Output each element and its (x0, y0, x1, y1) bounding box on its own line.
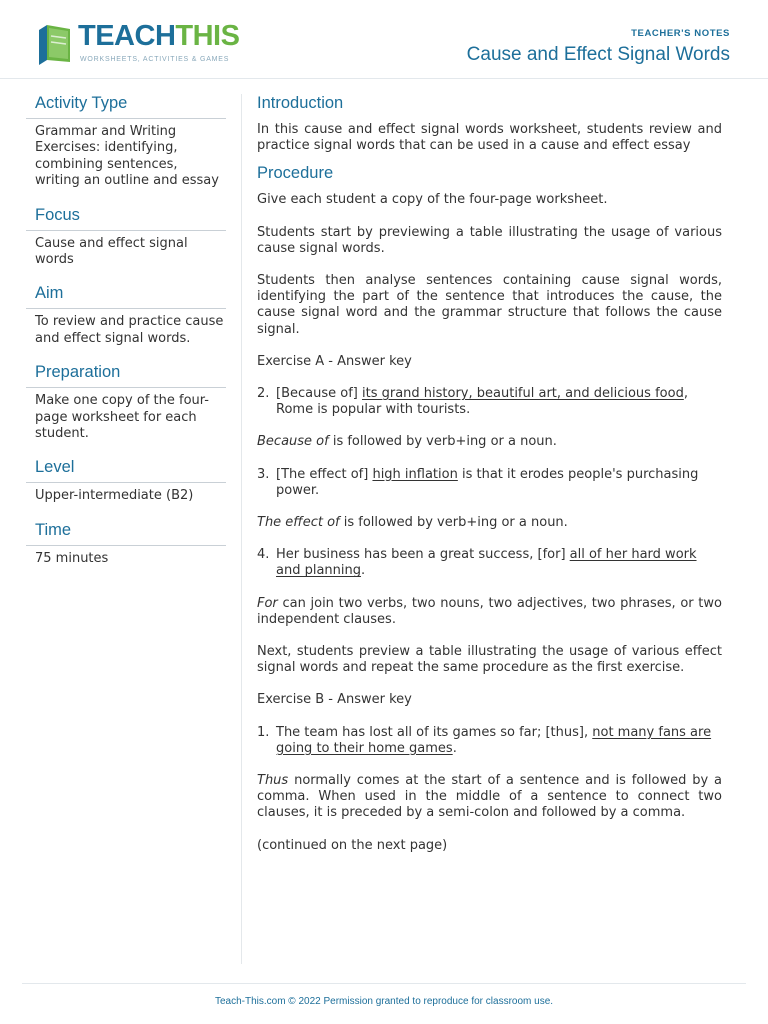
aim-heading: Aim (26, 284, 226, 309)
footer-copyright: Teach-This.com © 2022 Permission granted to reproduce for classroom use. (214, 996, 554, 1007)
page-footer (22, 983, 746, 1007)
procedure-step-1: Give each student a copy of the four-page worksheet. (257, 192, 608, 208)
aim-section (26, 284, 226, 347)
answer-rest: , Rome is popular with tourists. (276, 386, 688, 418)
level-section (26, 458, 226, 504)
procedure-step-3: Students then analyse sentences containing cause signal words, identifying the part of the sentence that introduces the cause, the cause signal word and the grammar structure that follows the cause signal. (257, 273, 722, 337)
answer-rest: is that it erodes people's purchasing power. (276, 466, 699, 498)
answer-underlined: high inflation (372, 466, 458, 482)
logo-tagline: WORKSHEETS, ACTIVITIES & GAMES (80, 56, 230, 63)
answer-underlined: all of her hard work and planning (276, 547, 697, 579)
answer-signal: Her business has been a great success, [for] (276, 547, 570, 563)
note-text: normally comes at the start of a sentence and is followed by a comma. When used in the middle of a sentence to connect two clauses, it is preceded by a semi-colon and followed by a comma. (257, 773, 722, 821)
preparation-heading: Preparation (26, 363, 226, 388)
level-heading: Level (26, 458, 226, 483)
note-term: Because of (257, 434, 329, 450)
aim-text: To review and practice cause and effect signal words. (35, 314, 224, 346)
answer-a2 (257, 386, 722, 418)
preparation-section (26, 363, 226, 442)
note-text: is followed by verb+ing or a noun. (339, 515, 568, 531)
focus-heading: Focus (26, 206, 226, 231)
answer-signal: [The effect of] (276, 466, 373, 482)
book-icon (36, 22, 76, 68)
note-text: is followed by verb+ing or a noun. (328, 434, 557, 450)
answer-number: 4. (257, 547, 270, 563)
note-a3 (257, 515, 722, 531)
answer-a4 (257, 547, 722, 579)
answer-rest: . (452, 740, 457, 756)
time-section (26, 521, 226, 567)
answer-signal: [Because of] (276, 386, 362, 402)
procedure-heading: Procedure (257, 164, 334, 183)
note-term: The effect of (257, 515, 340, 531)
answer-b1 (257, 725, 722, 757)
activity-type-text: Grammar and Writing Exercises: identifying, combining sentences, writing an outline and essay (35, 124, 219, 189)
preparation-text: Make one copy of the four-page worksheet for each student. (35, 393, 209, 442)
answer-rest: . (361, 563, 366, 579)
answer-number: 2. (257, 386, 270, 402)
introduction-text: In this cause and effect signal words worksheet, students review and practice signal words that can be used in a cause and effect essay (257, 122, 722, 154)
note-term: For (257, 595, 278, 611)
focus-text: Cause and effect signal words (35, 235, 188, 268)
teachers-notes-label: TEACHER'S NOTES (631, 28, 730, 39)
activity-type-section (26, 94, 226, 190)
level-text: Upper-intermediate (B2) (35, 488, 194, 504)
logo-this: THIS (175, 20, 240, 52)
logo-teach: TEACH (78, 20, 176, 52)
answer-a3 (257, 467, 722, 499)
continued-note: (continued on the next page) (257, 837, 448, 853)
exercise-b-label: Exercise B - Answer key (257, 692, 412, 708)
page-header (0, 0, 768, 79)
procedure-step-2: Students start by previewing a table illustrating the usage of various cause signal words. (257, 224, 722, 256)
main-content (257, 94, 722, 870)
activity-type-heading: Activity Type (26, 94, 226, 119)
note-a2 (257, 434, 722, 450)
answer-number: 1. (257, 724, 270, 740)
column-divider (241, 94, 242, 964)
time-heading: Time (26, 521, 226, 546)
time-text: 75 minutes (35, 550, 109, 566)
exercise-a-label: Exercise A - Answer key (257, 353, 412, 369)
introduction-heading: Introduction (257, 94, 344, 112)
note-a4 (257, 596, 722, 628)
note-b1 (257, 773, 722, 822)
page-title: Cause and Effect Signal Words (466, 44, 730, 65)
note-term: Thus (257, 773, 289, 789)
procedure-step-4: Next, students preview a table illustrating the usage of various effect signal words and repeat the same procedure as the first exercise. (257, 644, 722, 676)
answer-number: 3. (257, 466, 270, 482)
sidebar (26, 94, 226, 583)
answer-signal: The team has lost all of its games so far; [thus], (276, 724, 593, 740)
answer-underlined: not many fans are going to their home games (276, 724, 712, 756)
teach-this-logo[interactable] (36, 20, 240, 70)
note-text: can join two verbs, two nouns, two adjectives, two phrases, or two independent clauses. (257, 595, 722, 627)
focus-section (26, 206, 226, 269)
answer-underlined: its grand history, beautiful art, and delicious food (361, 386, 684, 402)
